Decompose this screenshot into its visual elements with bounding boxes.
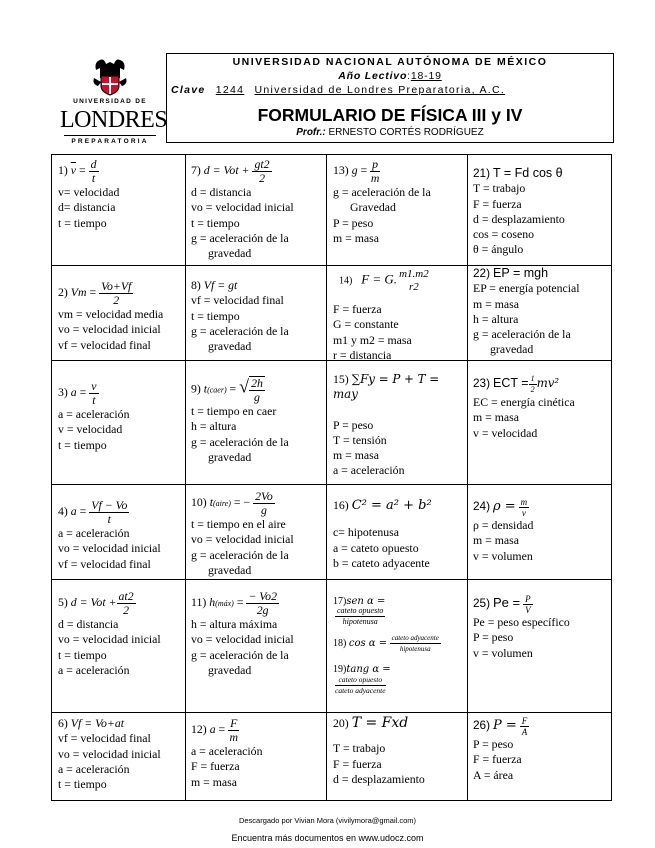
formula-12 xyxy=(191,717,323,790)
formula-23 xyxy=(473,374,609,441)
formula-number: 26) xyxy=(473,718,491,733)
var-line: vf = velocidad final xyxy=(191,293,284,308)
var-line: m1 y m2 = masa xyxy=(333,332,412,347)
var-line: d = distancia xyxy=(191,185,252,199)
prof-label: Profr.: xyxy=(296,127,326,138)
formula-number: 6) xyxy=(58,716,68,730)
formula-22 xyxy=(473,266,609,358)
formula-eq: = xyxy=(226,381,237,396)
var-line: G = constante xyxy=(333,317,399,332)
frac-num: 1 xyxy=(530,374,535,383)
logo-name: LONDRES xyxy=(60,107,168,133)
frac-den: hipotenusa xyxy=(342,617,378,627)
formula-number: 4) xyxy=(58,504,68,519)
frac-num: 2Vo xyxy=(255,490,273,503)
frac-num: − Vo2 xyxy=(248,590,277,603)
formula-5 xyxy=(58,590,182,678)
formula-16 xyxy=(333,498,465,571)
formula-lhs: F = G. xyxy=(361,271,398,287)
var-line: a = aceleración xyxy=(58,761,130,776)
logo-university-text: UNIVERSIDAD DE xyxy=(73,98,147,105)
frac-den: 2 xyxy=(259,171,265,185)
formula-number: 19) xyxy=(333,664,347,676)
formula-lhs: a xyxy=(70,504,77,519)
formula-lhs: $\overline{v}$ xyxy=(70,163,77,178)
formula-expr: EP = mgh xyxy=(493,266,549,280)
document-title: FORMULARIO DE FÍSICA III y IV xyxy=(257,105,523,125)
var-line: P = peso xyxy=(333,215,374,230)
formula-expr: Vf = Vo+at xyxy=(70,716,125,730)
frac-num: cateto opuesto xyxy=(337,606,384,616)
var-line: a = cateto opuesto xyxy=(333,540,419,555)
formula-number: 25) xyxy=(473,596,491,611)
institution-name: UNIVERSIDAD NACIONAL AUTÓNOMA DE MÉXICO xyxy=(232,56,548,68)
var-line: v = velocidad xyxy=(473,425,538,440)
var-line: g = aceleración de la xyxy=(191,647,289,662)
frac-den: t xyxy=(92,393,96,407)
formula-sub: (máx) xyxy=(215,599,234,609)
frac-den: 2 xyxy=(123,603,130,617)
var-line: Pe = peso específico xyxy=(473,615,570,629)
var-line: T = trabajo xyxy=(333,741,386,756)
logo-prep-text: PREPARATORIA xyxy=(71,138,149,145)
formula-expr: d = Vot + xyxy=(70,595,117,610)
var-line: T = trabajo xyxy=(473,181,526,196)
formula-18 xyxy=(333,633,465,654)
formula-expr: d = Vot + xyxy=(203,163,250,178)
var-line: F = fuerza xyxy=(333,756,382,771)
formula-lhs: a xyxy=(70,385,77,400)
formula-24 xyxy=(473,497,609,564)
var-line: vo = velocidad inicial xyxy=(191,200,294,215)
frac-den: hipotenusa xyxy=(399,645,431,654)
formula-number: 16) xyxy=(333,498,349,512)
var-line: b = cateto adyacente xyxy=(333,555,430,570)
formula-expr: tang α = xyxy=(346,664,391,676)
frac-num: m1.m2 xyxy=(399,268,429,280)
formula-21 xyxy=(473,166,609,258)
formula-13 xyxy=(333,158,465,246)
frac-den: 2 xyxy=(530,385,535,394)
var-line: P = peso xyxy=(333,417,374,432)
frac-num: P xyxy=(525,594,531,604)
var-line: t = tiempo xyxy=(191,215,240,230)
frac-den: m xyxy=(370,171,380,185)
var-line: vo = velocidad inicial xyxy=(58,746,161,761)
formula-number: 18) xyxy=(333,638,347,650)
clave-line xyxy=(171,84,611,96)
var-line: vf = velocidad final xyxy=(58,556,151,571)
var-line: gravedad xyxy=(208,339,252,354)
formula-eq: = xyxy=(76,504,87,519)
formula-lhs: a xyxy=(209,722,216,737)
udocz-link[interactable]: Encuentra más documentos en www.udocz.com xyxy=(231,833,424,843)
formula-lhs: g xyxy=(351,163,358,178)
var-line: vo = velocidad inicial xyxy=(191,632,294,647)
var-line: m = masa xyxy=(333,448,379,463)
var-line: F = fuerza xyxy=(191,759,240,774)
frac-den: 2 xyxy=(113,293,120,307)
formula-expr: cos α = xyxy=(348,638,388,650)
frac-num: at2 xyxy=(118,590,134,603)
frac-num: Vo+Vf xyxy=(101,280,132,293)
frac-num: F xyxy=(521,716,528,726)
frac-den: r2 xyxy=(408,281,419,293)
var-line: g = aceleración de la xyxy=(333,185,431,199)
var-line: gravedad xyxy=(490,342,534,357)
var-line: t = tiempo xyxy=(191,308,240,323)
formula-expr: ∑Fy = P + T = xyxy=(351,372,440,386)
var-line: a = aceleración xyxy=(191,744,263,758)
frac-num: d xyxy=(90,158,97,171)
formula-lhs: P = xyxy=(493,718,517,734)
var-line: v = velocidad xyxy=(58,422,123,437)
var-line: g = aceleración de la xyxy=(191,547,289,562)
var-line: t = tiempo xyxy=(58,215,107,230)
formula-number: 1) xyxy=(58,163,68,178)
university-logo xyxy=(60,56,168,148)
formula-9: 9) t(caer) = √ $\frac{2h}{g}$ t = tiempo en caer h = altura g = aceleración de la gravedad xyxy=(191,376,323,465)
frac-den: g xyxy=(260,503,267,517)
formula-number: 10) xyxy=(191,495,207,510)
formula-14 xyxy=(333,268,465,363)
formula-expr-cont: may xyxy=(333,387,358,402)
formula-4 xyxy=(58,499,182,572)
formula-number: 8) xyxy=(191,278,201,292)
var-line: t = tiempo xyxy=(58,777,107,792)
formula-expr: Vf = gt xyxy=(203,278,238,292)
var-line: Gravedad xyxy=(350,200,396,215)
var-line: A = área xyxy=(473,767,514,782)
frac-den: A xyxy=(521,727,528,737)
frac-num: F xyxy=(230,717,238,730)
formula-number: 2) xyxy=(58,285,68,300)
formula-20 xyxy=(333,716,465,787)
formula-1 xyxy=(58,158,182,231)
formula-eq: = xyxy=(86,285,97,300)
var-line: m = masa xyxy=(191,774,237,789)
frac-den: t xyxy=(107,512,111,526)
frac-den: t xyxy=(91,171,96,185)
var-line: a = aceleración xyxy=(58,662,130,677)
formula-eq: = xyxy=(233,595,244,610)
var-line: vm = velocidad media xyxy=(58,307,164,321)
school-year: Año Lectivo:18-19 xyxy=(338,70,442,82)
var-line: vo = velocidad inicial xyxy=(58,632,161,647)
var-line: vf = velocidad final xyxy=(58,337,151,352)
var-line: d = desplazamiento xyxy=(333,771,425,786)
year-value: 18-19 xyxy=(410,70,442,82)
formula-table xyxy=(51,154,612,801)
var-line: EC = energía cinética xyxy=(473,395,575,409)
formula-3 xyxy=(58,380,182,453)
var-line: t = tiempo xyxy=(58,437,107,452)
frac-den: v xyxy=(521,508,526,518)
var-line: θ = ángulo xyxy=(473,242,524,257)
formula-number: 22) xyxy=(473,266,491,280)
download-note: Descargado por Vivian Mora (vivilymora@gmail.com) xyxy=(238,816,417,825)
formula-25 xyxy=(473,594,609,661)
var-line: m = masa xyxy=(473,533,519,548)
var-line: a = aceleración xyxy=(58,526,130,540)
formula-expr: T = Fd cos θ xyxy=(493,166,563,180)
var-line: P = peso xyxy=(473,630,514,645)
formula-expr: T = Fxd xyxy=(351,716,409,731)
var-line: r = distancia xyxy=(333,347,392,362)
formula-expr: ECT = xyxy=(493,376,529,391)
formula-10 xyxy=(191,490,323,578)
formula-number: 15) xyxy=(333,372,349,386)
prof-name: ERNESTO CORTÉS RODRÍGUEZ xyxy=(328,127,484,138)
formula-number: 24) xyxy=(473,499,491,514)
frac-den: m xyxy=(229,730,239,744)
school-name: Universidad de Londres Preparatoria, A.C. xyxy=(254,84,506,96)
var-line: v= velocidad xyxy=(58,185,120,199)
frac-den: V xyxy=(525,605,531,615)
formula-17-19 xyxy=(333,594,465,696)
var-line: F = fuerza xyxy=(333,302,382,316)
formula-expr: C² = a² + b² xyxy=(351,498,432,513)
var-line: t = tiempo en el aire xyxy=(191,517,286,531)
var-line: g = aceleración de la xyxy=(473,327,571,342)
var-line: m = masa xyxy=(333,230,379,245)
var-line: gravedad xyxy=(208,449,252,464)
clave-value: 1244 xyxy=(215,84,245,96)
frac-den: g xyxy=(254,390,260,404)
var-line: d = desplazamiento xyxy=(473,211,565,226)
var-line: m = masa xyxy=(473,296,519,311)
frac-num: cateto opuesto xyxy=(335,675,386,686)
formula-lhs: t xyxy=(203,381,208,396)
formula-lhs: ρ = xyxy=(493,499,516,515)
var-line: g = aceleración de la xyxy=(191,230,289,245)
year-label: Año Lectivo xyxy=(338,70,408,82)
frac-den: cateto adyacente xyxy=(335,685,386,695)
var-line: h = altura xyxy=(191,419,237,434)
var-line: P = peso xyxy=(473,737,514,751)
var-line: vo = velocidad inicial xyxy=(58,322,161,337)
formula-lhs: t xyxy=(209,495,213,510)
header-box xyxy=(166,53,614,143)
var-line: m = masa xyxy=(473,410,519,425)
professor xyxy=(167,127,613,138)
var-line: vo = velocidad inicial xyxy=(58,541,161,556)
formula-eq: = xyxy=(357,163,368,178)
var-line: d = distancia xyxy=(58,617,119,631)
var-line: v = volumen xyxy=(473,645,533,660)
formula-expr: sen α = xyxy=(346,596,386,607)
frac-num: gt2 xyxy=(254,158,270,171)
formula-number: 14) xyxy=(339,275,353,287)
var-line: g = aceleración de la xyxy=(191,323,289,338)
formula-sub: (aire) xyxy=(212,499,231,509)
formula-expr-cont: mv² xyxy=(536,376,560,391)
formula-number: 5) xyxy=(58,595,68,610)
formula-26 xyxy=(473,716,609,783)
formula-number: 9) xyxy=(191,381,201,396)
var-line: gravedad xyxy=(208,246,252,261)
var-line: ρ = densidad xyxy=(473,518,534,532)
var-line: gravedad xyxy=(208,662,252,677)
frac-den: 2g xyxy=(256,603,269,617)
formula-number: 20) xyxy=(333,716,349,730)
formula-7 xyxy=(191,158,323,261)
var-line: t = tiempo en caer xyxy=(191,404,277,418)
var-line: F = fuerza xyxy=(473,196,522,211)
formula-15 xyxy=(333,372,465,479)
var-line: d= distancia xyxy=(58,200,116,215)
formula-number: 11) xyxy=(191,595,207,610)
var-line: g = aceleración de la xyxy=(191,434,289,449)
frac-num: m xyxy=(520,497,528,507)
var-line: a = aceleración xyxy=(58,407,130,421)
lion-crest-icon xyxy=(90,56,130,96)
var-line: a = aceleración xyxy=(333,463,405,478)
formula-2 xyxy=(58,280,182,353)
formula-lhs: h xyxy=(209,595,216,610)
frac-num: v xyxy=(91,380,97,393)
formula-number: 23) xyxy=(473,376,491,391)
formula-eq: = xyxy=(215,722,226,737)
frac-num: Vf − Vo xyxy=(91,499,128,512)
formula-lhs: Vm xyxy=(70,285,87,300)
var-line: h = altura máxima xyxy=(191,617,278,631)
var-line: t = tiempo xyxy=(58,647,107,662)
frac-num: 2h xyxy=(251,376,263,390)
formula-number: 21) xyxy=(473,166,491,180)
var-line: EP = energía potencial xyxy=(473,281,580,296)
frac-num: cateto adyacente xyxy=(391,634,439,643)
formula-sub: (caer) xyxy=(207,385,227,395)
formula-8 xyxy=(191,278,323,354)
var-line: c= hipotenusa xyxy=(333,525,399,540)
var-line: vo = velocidad inicial xyxy=(191,532,294,547)
formula-eq: = − xyxy=(230,495,251,510)
formula-number: 17) xyxy=(333,596,347,607)
var-line: h = altura xyxy=(473,311,519,326)
var-line: gravedad xyxy=(208,562,252,577)
formula-number: 3) xyxy=(58,385,68,400)
formula-number: 7) xyxy=(191,163,201,178)
formula-6 xyxy=(58,716,182,792)
clave-label: Clave xyxy=(171,84,206,96)
formula-lhs: Pe = xyxy=(493,595,521,611)
var-line: cos = coseno xyxy=(473,227,535,242)
logo-divider xyxy=(64,135,156,136)
formula-eq: = xyxy=(76,385,87,400)
var-line: vf = velocidad final xyxy=(58,731,151,746)
frac-num: p xyxy=(372,158,379,171)
var-line: T = tensión xyxy=(333,432,387,447)
formula-number: 12) xyxy=(191,722,207,737)
formula-eq: = xyxy=(76,163,86,178)
var-line: F = fuerza xyxy=(473,752,522,767)
formula-number: 13) xyxy=(333,163,349,178)
formula-11 xyxy=(191,590,323,678)
var-line: v = volumen xyxy=(473,548,533,563)
